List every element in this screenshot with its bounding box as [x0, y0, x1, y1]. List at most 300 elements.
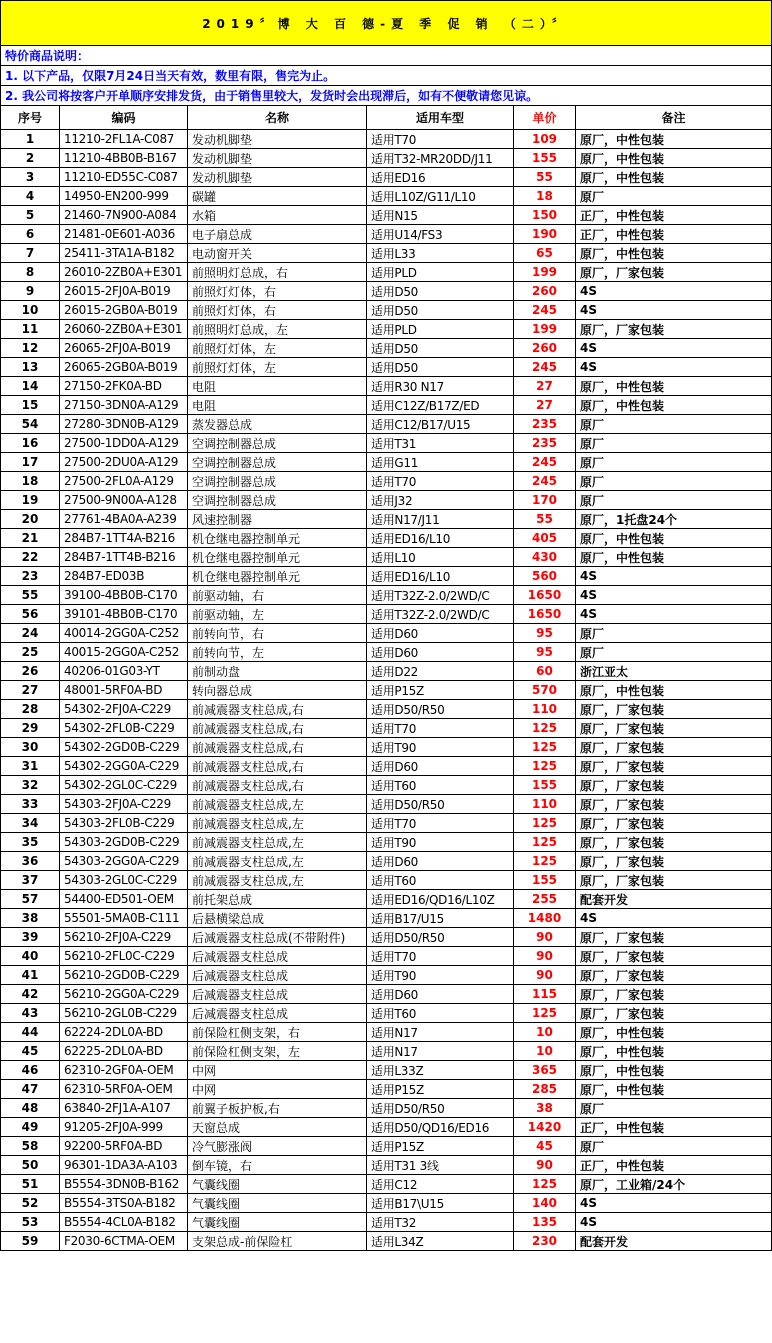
- cell-model: 适用L34Z: [367, 1232, 514, 1251]
- cell-index: 56: [1, 605, 60, 624]
- cell-remark: 4S: [576, 301, 772, 320]
- cell-index: 52: [1, 1194, 60, 1213]
- cell-code: 40015-2GG0A-C252: [60, 643, 188, 662]
- cell-index: 25: [1, 643, 60, 662]
- table-row: [1, 738, 772, 757]
- cell-remark: 4S: [576, 1194, 772, 1213]
- cell-model: 适用D50: [367, 358, 514, 377]
- cell-model: 适用G11: [367, 453, 514, 472]
- cell-price: 95: [514, 624, 576, 643]
- cell-code: 27150-2FK0A-BD: [60, 377, 188, 396]
- cell-name: 冷气膨涨阀: [188, 1137, 367, 1156]
- cell-code: 26065-2GB0A-B019: [60, 358, 188, 377]
- cell-price: 285: [514, 1080, 576, 1099]
- table-row: [1, 890, 772, 909]
- cell-code: 48001-5RF0A-BD: [60, 681, 188, 700]
- cell-index: 24: [1, 624, 60, 643]
- cell-price: 110: [514, 700, 576, 719]
- cell-price: 27: [514, 396, 576, 415]
- cell-remark: 原厂，厂家包装: [576, 947, 772, 966]
- table-row: [1, 700, 772, 719]
- table-row: [1, 795, 772, 814]
- cell-price: 155: [514, 776, 576, 795]
- cell-index: 59: [1, 1232, 60, 1251]
- cell-index: 29: [1, 719, 60, 738]
- cell-model: 适用ED16/L10: [367, 567, 514, 586]
- table-row: [1, 814, 772, 833]
- cell-code: 27761-4BA0A-A239: [60, 510, 188, 529]
- cell-price: 10: [514, 1042, 576, 1061]
- cell-code: 27500-2FL0A-A129: [60, 472, 188, 491]
- cell-price: 125: [514, 1004, 576, 1023]
- table-row: [1, 301, 772, 320]
- cell-model: 适用T70: [367, 814, 514, 833]
- table-row: [1, 624, 772, 643]
- cell-name: 后减震器支柱总成: [188, 985, 367, 1004]
- cell-model: 适用T32-MR20DD/J11: [367, 149, 514, 168]
- cell-price: 27: [514, 377, 576, 396]
- cell-price: 95: [514, 643, 576, 662]
- cell-name: 蒸发器总成: [188, 415, 367, 434]
- cell-remark: 浙江亚太: [576, 662, 772, 681]
- cell-model: 适用T60: [367, 871, 514, 890]
- cell-model: 适用N17: [367, 1042, 514, 1061]
- cell-name: 前保险杠侧支架，左: [188, 1042, 367, 1061]
- cell-index: 17: [1, 453, 60, 472]
- cell-remark: 原厂，中性包装: [576, 130, 772, 149]
- cell-remark: 原厂: [576, 643, 772, 662]
- cell-remark: 原厂，厂家包装: [576, 814, 772, 833]
- cell-price: 245: [514, 358, 576, 377]
- cell-index: 14: [1, 377, 60, 396]
- table-row: [1, 1004, 772, 1023]
- cell-index: 2: [1, 149, 60, 168]
- cell-model: 适用L33Z: [367, 1061, 514, 1080]
- cell-name: 前制动盘: [188, 662, 367, 681]
- cell-model: 适用N17: [367, 1023, 514, 1042]
- table-row: [1, 1137, 772, 1156]
- table-row: [1, 529, 772, 548]
- cell-code: 54303-2GL0C-C229: [60, 871, 188, 890]
- cell-index: 45: [1, 1042, 60, 1061]
- cell-name: 前减震器支柱总成,左: [188, 795, 367, 814]
- cell-model: 适用D60: [367, 985, 514, 1004]
- cell-index: 28: [1, 700, 60, 719]
- table-row: [1, 871, 772, 890]
- cell-model: 适用C12/B17/U15: [367, 415, 514, 434]
- table-row: [1, 491, 772, 510]
- cell-price: 125: [514, 757, 576, 776]
- cell-name: 后减震器支柱总成: [188, 1004, 367, 1023]
- cell-index: 40: [1, 947, 60, 966]
- col-header-model: 适用车型: [367, 106, 514, 130]
- cell-code: 27280-3DN0B-A129: [60, 415, 188, 434]
- cell-model: 适用T70: [367, 130, 514, 149]
- cell-code: 62310-5RF0A-OEM: [60, 1080, 188, 1099]
- cell-model: 适用D22: [367, 662, 514, 681]
- notes-line-1: 1. 以下产品，仅限7月24日当天有效，数里有限，售完为止。: [1, 66, 772, 86]
- cell-name: 机仓继电器控制单元: [188, 567, 367, 586]
- cell-remark: 正厂，中性包装: [576, 206, 772, 225]
- table-row: [1, 1023, 772, 1042]
- cell-name: 后减震器支柱总成: [188, 966, 367, 985]
- cell-remark: 4S: [576, 282, 772, 301]
- cell-name: 后悬横梁总成: [188, 909, 367, 928]
- cell-name: 电动窗开关: [188, 244, 367, 263]
- table-row: [1, 168, 772, 187]
- cell-model: 适用L10Z/G11/L10: [367, 187, 514, 206]
- cell-remark: 原厂，厂家包装: [576, 776, 772, 795]
- cell-index: 6: [1, 225, 60, 244]
- cell-index: 12: [1, 339, 60, 358]
- table-row: [1, 1213, 772, 1232]
- cell-remark: 原厂，中性包装: [576, 168, 772, 187]
- cell-name: 前照灯灯体，左: [188, 339, 367, 358]
- cell-name: 前减震器支柱总成,右: [188, 738, 367, 757]
- cell-remark: 原厂，中性包装: [576, 529, 772, 548]
- cell-model: 适用B17/U15: [367, 909, 514, 928]
- cell-code: 54400-ED501-OEM: [60, 890, 188, 909]
- cell-price: 155: [514, 149, 576, 168]
- cell-remark: 原厂，厂家包装: [576, 1004, 772, 1023]
- cell-code: 54302-2GG0A-C229: [60, 757, 188, 776]
- cell-code: 27500-9N00A-A128: [60, 491, 188, 510]
- cell-remark: 4S: [576, 605, 772, 624]
- table-row: [1, 149, 772, 168]
- table-row: [1, 320, 772, 339]
- cell-index: 26: [1, 662, 60, 681]
- cell-index: 9: [1, 282, 60, 301]
- cell-name: 前减震器支柱总成,左: [188, 852, 367, 871]
- cell-index: 8: [1, 263, 60, 282]
- cell-price: 90: [514, 928, 576, 947]
- cell-index: 53: [1, 1213, 60, 1232]
- cell-remark: 配套开发: [576, 890, 772, 909]
- cell-code: 21460-7N900-A084: [60, 206, 188, 225]
- cell-model: 适用PLD: [367, 320, 514, 339]
- cell-name: 中网: [188, 1080, 367, 1099]
- table-row: [1, 1042, 772, 1061]
- cell-price: 405: [514, 529, 576, 548]
- cell-model: 适用T31: [367, 434, 514, 453]
- cell-price: 135: [514, 1213, 576, 1232]
- cell-index: 27: [1, 681, 60, 700]
- cell-name: 气囊线圈: [188, 1213, 367, 1232]
- table-row: [1, 187, 772, 206]
- cell-name: 空调控制器总成: [188, 434, 367, 453]
- cell-remark: 原厂，厂家包装: [576, 757, 772, 776]
- cell-model: 适用U14/FS3: [367, 225, 514, 244]
- cell-name: 空调控制器总成: [188, 491, 367, 510]
- cell-index: 4: [1, 187, 60, 206]
- cell-code: 62224-2DL0A-BD: [60, 1023, 188, 1042]
- table-row: [1, 358, 772, 377]
- cell-price: 199: [514, 320, 576, 339]
- cell-code: 11210-2FL1A-C087: [60, 130, 188, 149]
- cell-index: 30: [1, 738, 60, 757]
- cell-name: 后减震器支柱总成(不带附件): [188, 928, 367, 947]
- cell-model: 适用T32: [367, 1213, 514, 1232]
- cell-name: 发动机脚垫: [188, 130, 367, 149]
- table-row: [1, 1099, 772, 1118]
- cell-model: 适用P15Z: [367, 1080, 514, 1099]
- table-row: [1, 966, 772, 985]
- cell-price: 1420: [514, 1118, 576, 1137]
- table-row: [1, 130, 772, 149]
- cell-code: 27500-1DD0A-A129: [60, 434, 188, 453]
- cell-model: 适用T60: [367, 1004, 514, 1023]
- cell-model: 适用D60: [367, 757, 514, 776]
- cell-model: 适用T32Z-2.0/2WD/C: [367, 605, 514, 624]
- cell-model: 适用T70: [367, 719, 514, 738]
- cell-code: 40014-2GG0A-C252: [60, 624, 188, 643]
- note-row: [1, 66, 772, 86]
- cell-index: 21: [1, 529, 60, 548]
- cell-remark: 原厂: [576, 1099, 772, 1118]
- cell-name: 风速控制器: [188, 510, 367, 529]
- cell-index: 32: [1, 776, 60, 795]
- cell-model: 适用D60: [367, 852, 514, 871]
- notes-line-2: 2. 我公司将按客户开单顺序安排发货，由于销售里较大，发货时会出现滞后，如有不便敬请您见谅。: [1, 86, 772, 106]
- cell-name: 前保险杠侧支架，右: [188, 1023, 367, 1042]
- cell-remark: 原厂，中性包装: [576, 149, 772, 168]
- cell-index: 33: [1, 795, 60, 814]
- cell-index: 51: [1, 1175, 60, 1194]
- cell-code: 62225-2DL0A-BD: [60, 1042, 188, 1061]
- cell-name: 前照灯灯体，右: [188, 282, 367, 301]
- cell-code: 62310-2GF0A-OEM: [60, 1061, 188, 1080]
- cell-code: B5554-3DN0B-B162: [60, 1175, 188, 1194]
- cell-index: 58: [1, 1137, 60, 1156]
- cell-name: 发动机脚垫: [188, 168, 367, 187]
- cell-model: 适用ED16/QD16/L10Z: [367, 890, 514, 909]
- cell-index: 13: [1, 358, 60, 377]
- cell-price: 365: [514, 1061, 576, 1080]
- cell-code: 39101-4BB0B-C170: [60, 605, 188, 624]
- cell-model: 适用J32: [367, 491, 514, 510]
- cell-model: 适用T90: [367, 966, 514, 985]
- page-title: 2019〞博 大 百 德-夏 季 促 销 （二）〞: [1, 1, 772, 46]
- cell-remark: 原厂，中性包装: [576, 396, 772, 415]
- cell-remark: 原厂，厂家包装: [576, 795, 772, 814]
- cell-remark: 正厂，中性包装: [576, 1118, 772, 1137]
- cell-index: 47: [1, 1080, 60, 1099]
- cell-remark: 原厂，中性包装: [576, 1080, 772, 1099]
- cell-price: 125: [514, 833, 576, 852]
- cell-model: 适用N15: [367, 206, 514, 225]
- cell-index: 22: [1, 548, 60, 567]
- cell-index: 43: [1, 1004, 60, 1023]
- table-row: [1, 453, 772, 472]
- cell-index: 55: [1, 586, 60, 605]
- cell-code: 14950-EN200-999: [60, 187, 188, 206]
- cell-remark: 4S: [576, 586, 772, 605]
- cell-model: 适用C12Z/B17Z/ED: [367, 396, 514, 415]
- table-row: [1, 434, 772, 453]
- cell-index: 35: [1, 833, 60, 852]
- cell-index: 16: [1, 434, 60, 453]
- table-row: [1, 719, 772, 738]
- cell-price: 1650: [514, 586, 576, 605]
- cell-price: 65: [514, 244, 576, 263]
- cell-remark: 4S: [576, 339, 772, 358]
- table-row: [1, 263, 772, 282]
- cell-price: 18: [514, 187, 576, 206]
- cell-model: 适用D50/R50: [367, 1099, 514, 1118]
- table-row: [1, 947, 772, 966]
- cell-remark: 原厂，中性包装: [576, 1042, 772, 1061]
- cell-model: 适用L10: [367, 548, 514, 567]
- cell-price: 150: [514, 206, 576, 225]
- cell-code: 55501-5MA0B-C111: [60, 909, 188, 928]
- cell-name: 天窗总成: [188, 1118, 367, 1137]
- cell-model: 适用L33: [367, 244, 514, 263]
- table-row: [1, 662, 772, 681]
- cell-code: 39100-4BB0B-C170: [60, 586, 188, 605]
- cell-remark: 正厂，中性包装: [576, 225, 772, 244]
- cell-remark: 原厂，中性包装: [576, 377, 772, 396]
- table-row: [1, 339, 772, 358]
- cell-code: 63840-2FJ1A-A107: [60, 1099, 188, 1118]
- cell-model: 适用D50/QD16/ED16: [367, 1118, 514, 1137]
- cell-index: 11: [1, 320, 60, 339]
- cell-price: 110: [514, 795, 576, 814]
- table-row: [1, 282, 772, 301]
- header-row: [1, 106, 772, 130]
- cell-price: 140: [514, 1194, 576, 1213]
- table-row: [1, 833, 772, 852]
- cell-code: 54303-2FL0B-C229: [60, 814, 188, 833]
- cell-name: 前照明灯总成，右: [188, 263, 367, 282]
- cell-model: 适用C12: [367, 1175, 514, 1194]
- table-row: [1, 1232, 772, 1251]
- cell-index: 23: [1, 567, 60, 586]
- cell-code: 284B7-1TT4B-B216: [60, 548, 188, 567]
- cell-code: F2030-6CTMA-OEM: [60, 1232, 188, 1251]
- cell-price: 55: [514, 168, 576, 187]
- cell-price: 190: [514, 225, 576, 244]
- cell-price: 245: [514, 472, 576, 491]
- cell-remark: 原厂，中性包装: [576, 1061, 772, 1080]
- cell-index: 50: [1, 1156, 60, 1175]
- col-header-name: 名称: [188, 106, 367, 130]
- cell-remark: 原厂: [576, 491, 772, 510]
- cell-price: 570: [514, 681, 576, 700]
- cell-name: 电阻: [188, 377, 367, 396]
- cell-name: 前减震器支柱总成,右: [188, 719, 367, 738]
- table-row: [1, 681, 772, 700]
- cell-name: 水箱: [188, 206, 367, 225]
- cell-index: 10: [1, 301, 60, 320]
- cell-price: 430: [514, 548, 576, 567]
- cell-name: 气囊线圈: [188, 1194, 367, 1213]
- cell-name: 前减震器支柱总成,右: [188, 757, 367, 776]
- table-row: [1, 1156, 772, 1175]
- cell-code: 54302-2GD0B-C229: [60, 738, 188, 757]
- cell-model: 适用PLD: [367, 263, 514, 282]
- cell-name: 电子扇总成: [188, 225, 367, 244]
- cell-code: 26015-2FJ0A-B019: [60, 282, 188, 301]
- cell-name: 前驱动轴，右: [188, 586, 367, 605]
- table-row: [1, 548, 772, 567]
- cell-index: 44: [1, 1023, 60, 1042]
- cell-remark: 原厂，厂家包装: [576, 966, 772, 985]
- cell-price: 125: [514, 1175, 576, 1194]
- cell-remark: 原厂，厂家包装: [576, 700, 772, 719]
- cell-code: 91205-2FJ0A-999: [60, 1118, 188, 1137]
- cell-index: 31: [1, 757, 60, 776]
- cell-price: 115: [514, 985, 576, 1004]
- cell-price: 255: [514, 890, 576, 909]
- cell-remark: 原厂: [576, 1137, 772, 1156]
- cell-model: 适用T31 3线: [367, 1156, 514, 1175]
- cell-model: 适用D60: [367, 643, 514, 662]
- cell-remark: 原厂，厂家包装: [576, 985, 772, 1004]
- cell-remark: 原厂，工业箱/24个: [576, 1175, 772, 1194]
- col-header-remark: 备注: [576, 106, 772, 130]
- cell-name: 前减震器支柱总成,左: [188, 833, 367, 852]
- cell-remark: 4S: [576, 1213, 772, 1232]
- cell-price: 245: [514, 301, 576, 320]
- cell-remark: 原厂: [576, 453, 772, 472]
- cell-name: 机仓继电器控制单元: [188, 548, 367, 567]
- cell-name: 前翼子板护板,右: [188, 1099, 367, 1118]
- table-row: [1, 985, 772, 1004]
- cell-price: 235: [514, 434, 576, 453]
- cell-index: 5: [1, 206, 60, 225]
- cell-code: 56210-2GG0A-C229: [60, 985, 188, 1004]
- cell-name: 发动机脚垫: [188, 149, 367, 168]
- cell-remark: 原厂: [576, 624, 772, 643]
- cell-price: 199: [514, 263, 576, 282]
- cell-model: 适用T90: [367, 833, 514, 852]
- cell-code: 25411-3TA1A-B182: [60, 244, 188, 263]
- cell-remark: 原厂: [576, 187, 772, 206]
- cell-name: 转向器总成: [188, 681, 367, 700]
- cell-model: 适用D50/R50: [367, 928, 514, 947]
- cell-code: 11210-4BB0B-B167: [60, 149, 188, 168]
- cell-remark: 原厂，中性包装: [576, 548, 772, 567]
- cell-code: 54303-2GD0B-C229: [60, 833, 188, 852]
- col-header-price: 单价: [514, 106, 576, 130]
- cell-code: 56210-2FJ0A-C229: [60, 928, 188, 947]
- cell-price: 170: [514, 491, 576, 510]
- cell-model: 适用P15Z: [367, 1137, 514, 1156]
- cell-index: 7: [1, 244, 60, 263]
- cell-remark: 原厂，厂家包装: [576, 738, 772, 757]
- table-row: [1, 1118, 772, 1137]
- cell-index: 42: [1, 985, 60, 1004]
- cell-remark: 原厂，中性包装: [576, 1023, 772, 1042]
- cell-name: 前减震器支柱总成,左: [188, 814, 367, 833]
- title-row: [1, 1, 772, 46]
- table-row: [1, 643, 772, 662]
- cell-price: 235: [514, 415, 576, 434]
- cell-model: 适用T70: [367, 472, 514, 491]
- cell-code: B5554-4CL0A-B182: [60, 1213, 188, 1232]
- cell-price: 90: [514, 947, 576, 966]
- cell-model: 适用R30 N17: [367, 377, 514, 396]
- cell-remark: 4S: [576, 567, 772, 586]
- cell-price: 90: [514, 966, 576, 985]
- table-row: [1, 605, 772, 624]
- table-row: [1, 206, 772, 225]
- cell-price: 245: [514, 453, 576, 472]
- cell-code: 27500-2DU0A-A129: [60, 453, 188, 472]
- cell-price: 109: [514, 130, 576, 149]
- cell-model: 适用D50: [367, 339, 514, 358]
- cell-price: 1650: [514, 605, 576, 624]
